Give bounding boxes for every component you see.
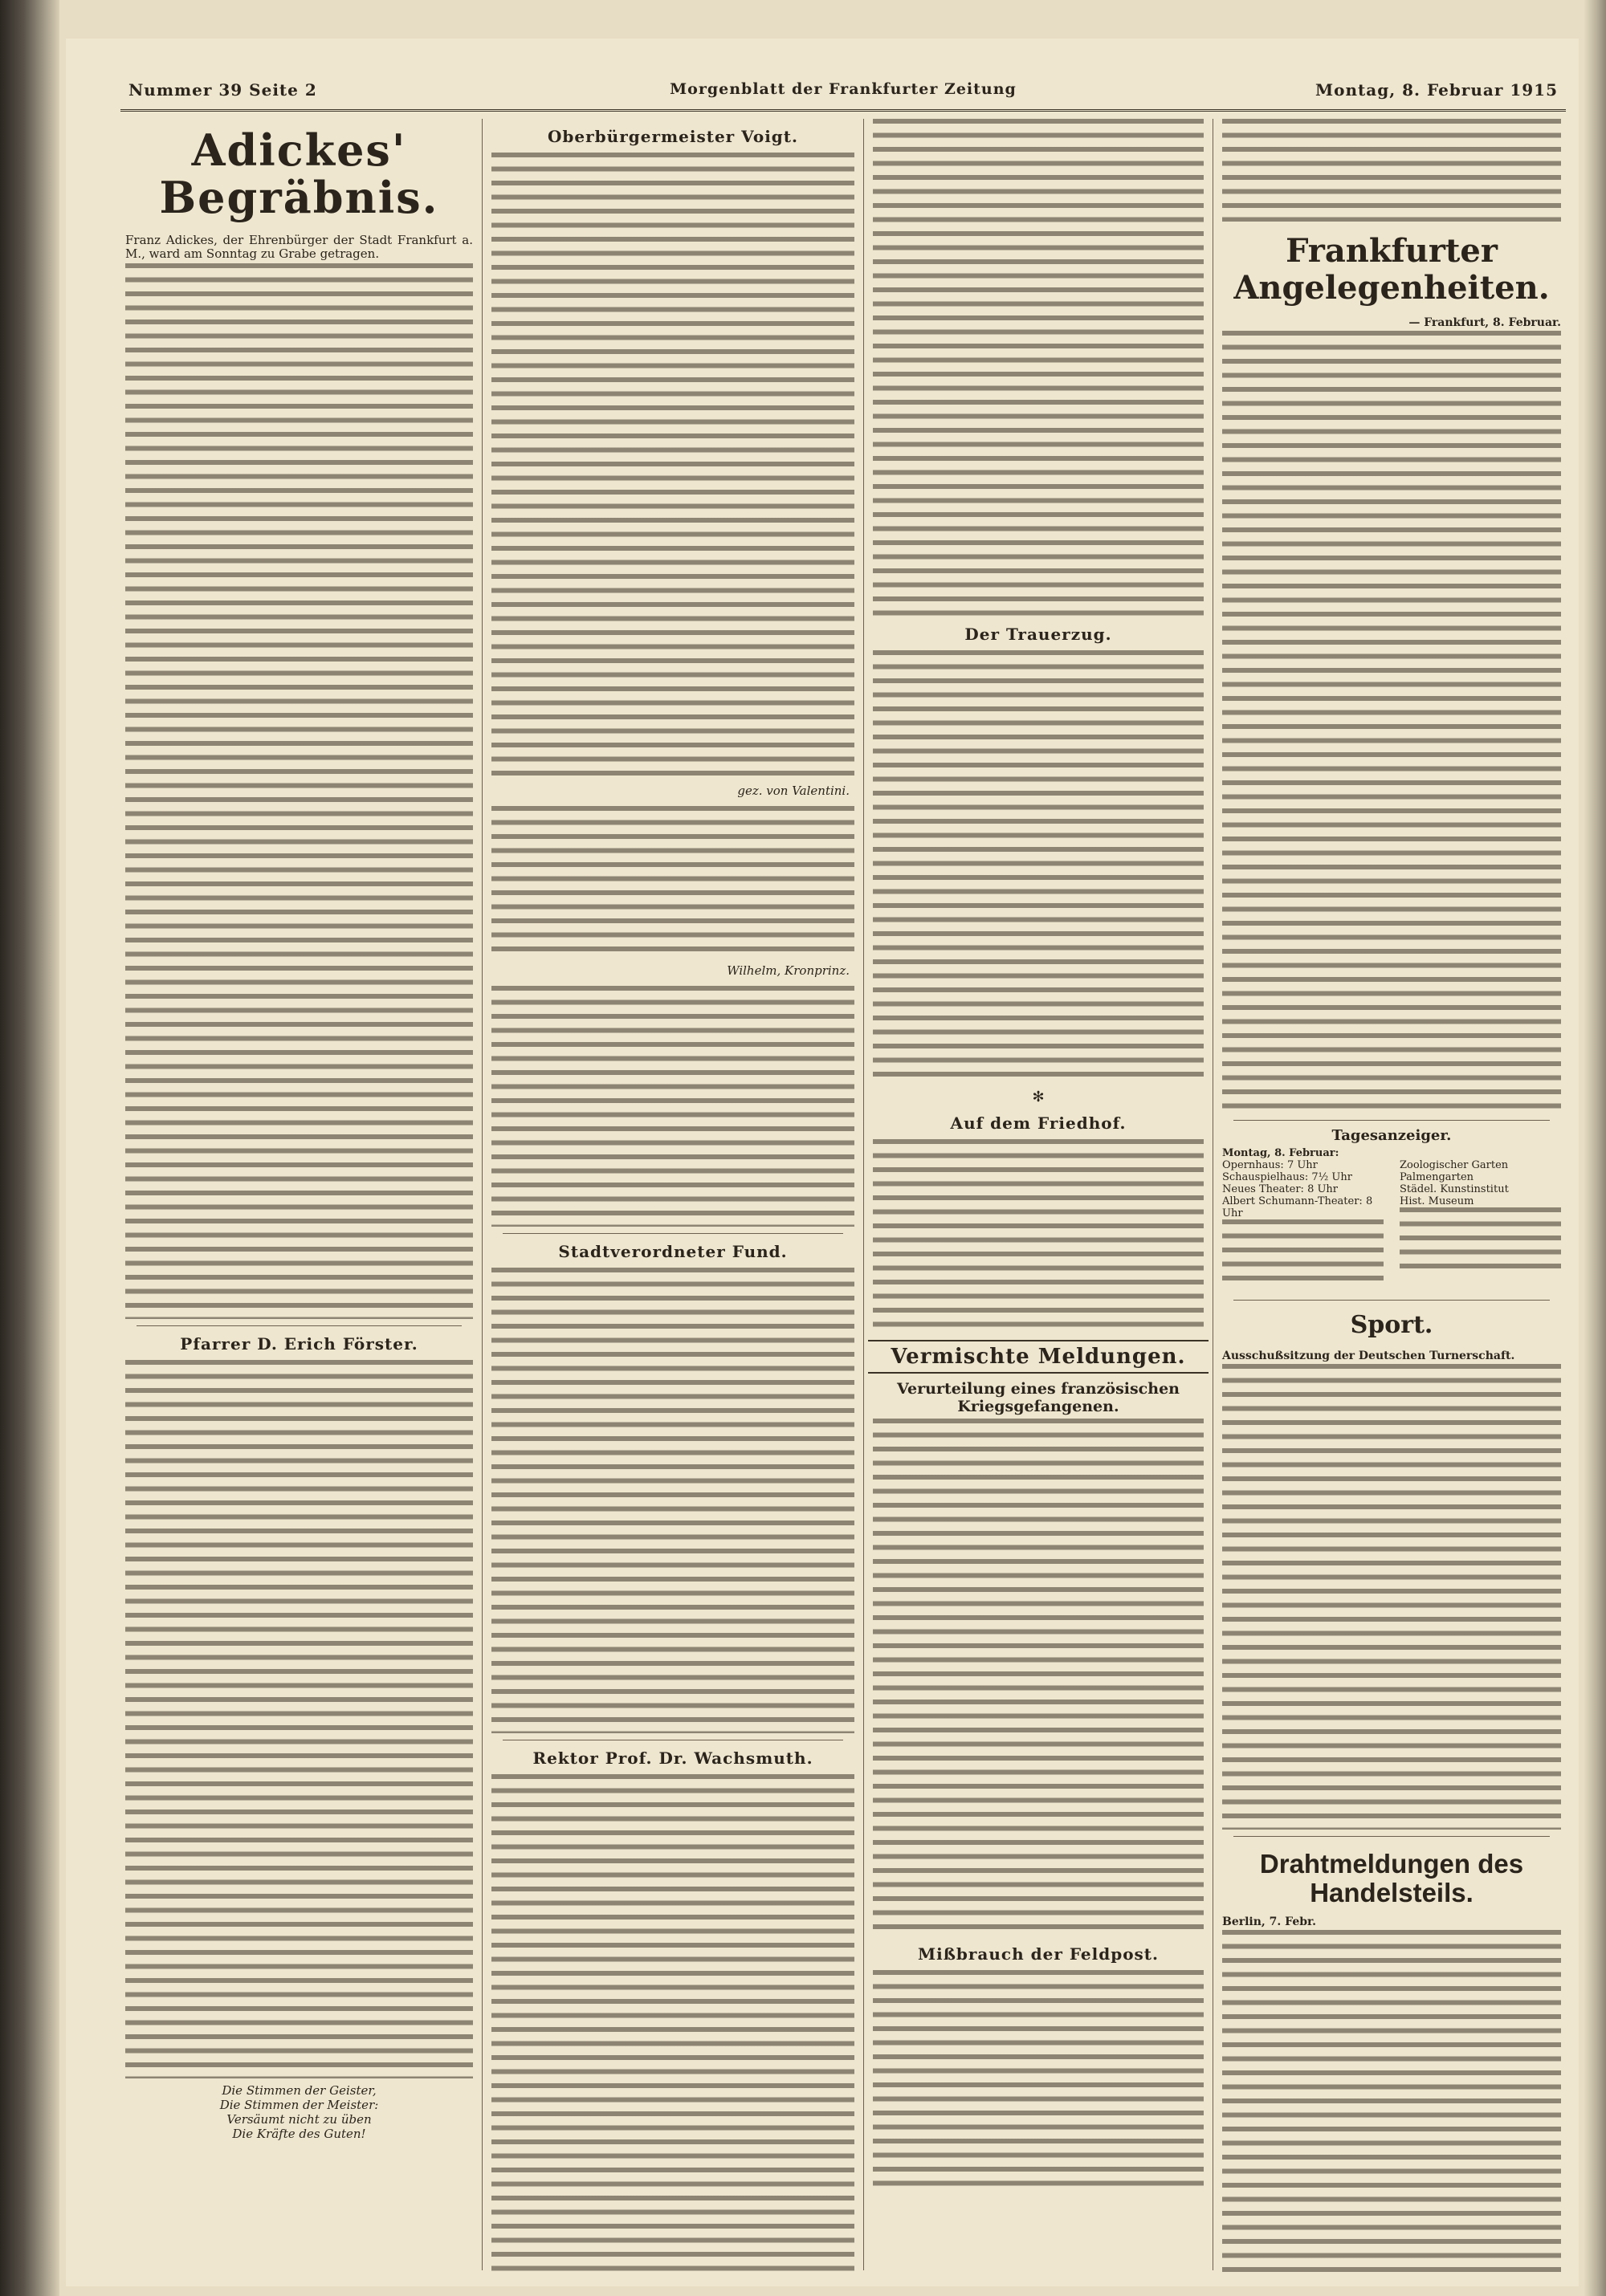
section-title: Stadtverordneter Fund. [558, 1242, 788, 1261]
section-title: Oberbürgermeister Voigt. [548, 127, 798, 146]
article-body [491, 153, 854, 779]
closing-poem [120, 2083, 478, 2141]
section-subtitle: Verurteilung eines französischen Kriegsgefangenen. [897, 1380, 1180, 1415]
calendar-details [1400, 1207, 1561, 1276]
section-title: Vermischte Meldungen. [868, 1340, 1209, 1374]
dateline: — Frankfurt, 8. Februar. [1408, 316, 1561, 329]
column-1 [120, 119, 478, 2278]
divider [1233, 1120, 1550, 1121]
article-body [1222, 119, 1561, 222]
column-3 [868, 119, 1209, 2278]
calendar-grid [1217, 1159, 1566, 1293]
page-edge [1584, 0, 1606, 2296]
section-title: Rektor Prof. Dr. Wachsmuth. [532, 1748, 813, 1768]
section-headline: Frankfurter Angelegenheiten. [1233, 232, 1550, 307]
poem-line: Die Stimmen der Geister, [222, 2082, 377, 2098]
article-body [491, 1268, 854, 1733]
article-body [1222, 1364, 1561, 1830]
asterism: ✻ [1032, 1089, 1045, 1105]
section-title: Pfarrer D. Erich Förster. [180, 1333, 418, 1354]
poem-line: Die Kräfte des Guten! [232, 2126, 366, 2141]
column-4 [1217, 119, 1566, 2278]
article-body [1222, 331, 1561, 1113]
column-rule [482, 119, 483, 2270]
article-body [1222, 1930, 1561, 2278]
paper-title: Morgenblatt der Frankfurter Zeitung [670, 80, 1017, 98]
calendar-entry: Opernhaus: 7 Uhr [1222, 1159, 1318, 1171]
article-body [125, 263, 473, 1319]
calendar-entry: Städel. Kunstinstitut [1400, 1183, 1509, 1195]
calendar-date: Montag, 8. Februar: [1222, 1147, 1339, 1159]
calendar-entry: Neues Theater: 8 Uhr [1222, 1183, 1339, 1195]
article-body [491, 986, 854, 1227]
article-body [873, 119, 1204, 617]
divider [1233, 1300, 1550, 1301]
calendar-entry: Hist. Museum [1400, 1195, 1474, 1207]
sports-heading: Ausschußsitzung der Deutschen Turnerschaft. [1222, 1349, 1515, 1362]
divider [503, 1233, 843, 1234]
article-body [873, 1419, 1204, 1936]
article-body [491, 1774, 854, 2278]
article-body [491, 806, 854, 959]
poem-line: Versäumt nicht zu üben [226, 2111, 372, 2127]
poem-line: Die Stimmen der Meister: [219, 2097, 379, 2112]
signature: gez. von Valentini. [737, 784, 850, 798]
calendar-title: Tagesanzeiger. [1331, 1127, 1452, 1144]
article-body [125, 1360, 473, 2078]
column-rule [863, 119, 864, 2270]
lead-paragraph: Franz Adickes, der Ehrenbürger der Stadt Frankfurt a. M., ward am Sonntag zu Grabe getragen. [125, 232, 473, 262]
calendar-entry: Zoologischer Garten [1400, 1159, 1509, 1171]
article-body [873, 1139, 1204, 1332]
trade-dateline: Berlin, 7. Febr. [1222, 1915, 1317, 1929]
column-2 [487, 119, 859, 2278]
masthead [120, 77, 1566, 112]
divider [137, 1325, 462, 1326]
section-title: Der Trauerzug. [964, 625, 1112, 644]
page-number: Nummer 39 Seite 2 [128, 80, 317, 100]
article-body [873, 1970, 1204, 2187]
divider [1233, 1836, 1550, 1837]
calendar-entry: Palmengarten [1400, 1171, 1474, 1183]
signature: Wilhelm, Kronprinz. [727, 963, 850, 978]
trade-headline: Drahtmeldungen des Handelsteils. [1259, 1848, 1524, 1907]
main-headline: Adickes' Begräbnis. [159, 124, 439, 224]
section-title: Mißbrauch der Feldpost. [917, 1944, 1160, 1964]
sports-title: Sport. [1350, 1311, 1433, 1339]
calendar-entry: Schauspielhaus: 7½ Uhr [1222, 1171, 1352, 1183]
calendar-entry: Albert Schumann-Theater: 8 Uhr [1222, 1195, 1373, 1219]
calendar-details [1222, 1219, 1384, 1288]
book-binding [0, 0, 59, 2296]
article-body [873, 650, 1204, 1084]
section-title: Auf dem Friedhof. [950, 1113, 1127, 1133]
issue-date: Montag, 8. Februar 1915 [1315, 80, 1558, 100]
